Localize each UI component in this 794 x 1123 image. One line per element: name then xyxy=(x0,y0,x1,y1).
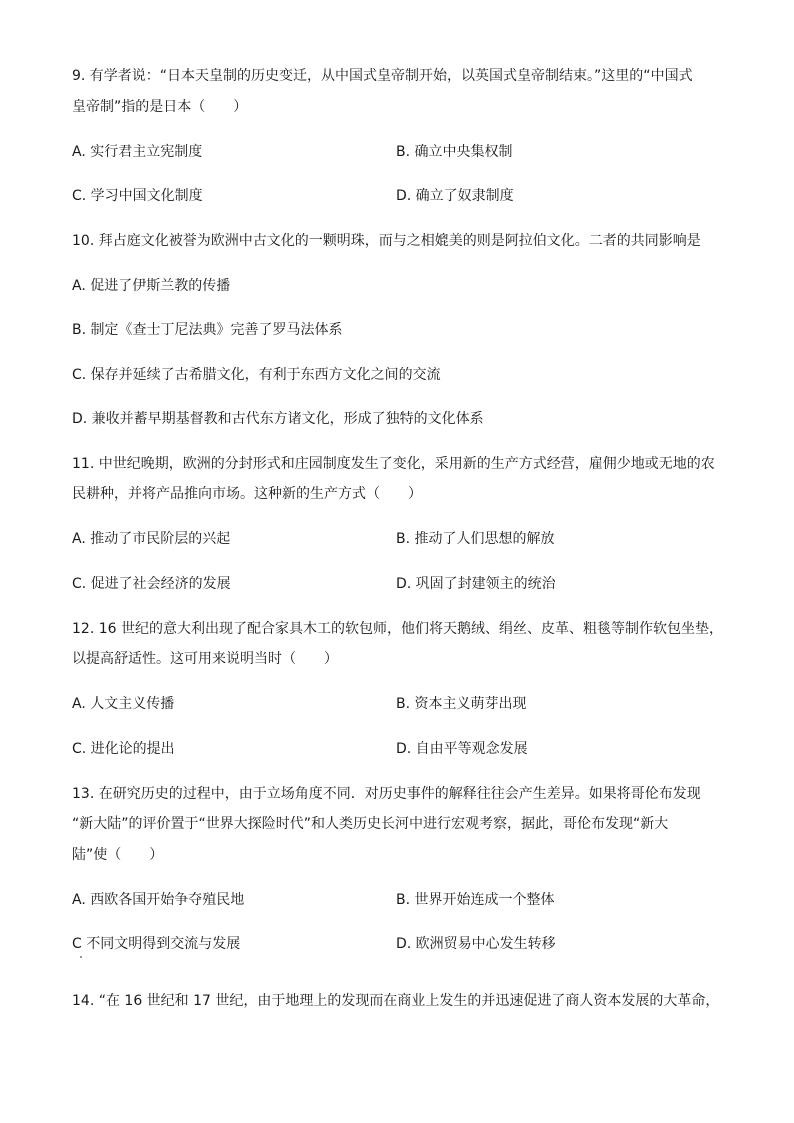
q9-option-c[interactable]: C. 学习中国文化制度 xyxy=(72,188,203,204)
q11-stem-line-2: 民耕种，并将产品推向市场。这种新的生产方式（ ） xyxy=(72,486,422,502)
q13-stem-line-1: 13. 在研究历史的过程中，由于立场角度不同．对历史事件的解释往往会产生差异。如果将哥伦布发现 xyxy=(72,786,701,802)
q14-stem-line-1: 14. “在 16 世纪和 17 世纪，由于地理上的发现而在商业上发生的并迅速促进了商人资本发展的大革命， xyxy=(72,993,720,1009)
q11-stem-line-1: 11. 中世纪晚期，欧洲的分封形式和庄园制度发生了变化，采用新的生产方式经营，雇佣少地或无地的农 xyxy=(72,456,715,472)
q11-option-c[interactable]: C. 促进了社会经济的发展 xyxy=(72,576,231,592)
q10-stem-line-1: 10. 拜占庭文化被誉为欧洲中古文化的一颗明珠，而与之相媲美的则是阿拉伯文化。二者的共同影响是 xyxy=(72,233,701,249)
q12-option-b[interactable]: B. 资本主义萌芽出现 xyxy=(396,696,527,712)
q10-option-b[interactable]: B. 制定《查士丁尼法典》完善了罗马法体系 xyxy=(72,322,343,338)
scan-speck xyxy=(80,956,82,958)
q9-stem-line-2: 皇帝制”指的是日本（ ） xyxy=(72,99,248,115)
q10-option-c[interactable]: C. 保存并延续了古希腊文化，有利于东西方文化之间的交流 xyxy=(72,367,441,383)
q11-option-d[interactable]: D. 巩固了封建领主的统治 xyxy=(396,576,556,592)
q12-option-a[interactable]: A. 人文主义传播 xyxy=(72,696,175,712)
q9-option-b[interactable]: B. 确立中央集权制 xyxy=(396,144,513,160)
q13-option-b[interactable]: B. 世界开始连成一个整体 xyxy=(396,892,555,908)
q13-stem-line-2: “新大陆”的评价置于“世界大探险时代”和人类历史长河中进行宏观考察，据此，哥伦布发现“新大 xyxy=(72,816,669,832)
q12-option-c[interactable]: C. 进化论的提出 xyxy=(72,741,175,757)
q9-stem-line-1: 9. 有学者说：“日本天皇制的历史变迁，从中国式皇帝制开始，以英国式皇帝制结束。”这里的“中国式 xyxy=(72,68,693,84)
q12-option-d[interactable]: D. 自由平等观念发展 xyxy=(396,741,528,757)
q13-option-c[interactable]: C 不同文明得到交流与发展 xyxy=(72,936,241,952)
q13-stem-line-3: 陆”使（ ） xyxy=(72,847,164,863)
q9-option-a[interactable]: A. 实行君主立宪制度 xyxy=(72,144,203,160)
q13-option-d[interactable]: D. 欧洲贸易中心发生转移 xyxy=(396,936,556,952)
q12-stem-line-1: 12. 16 世纪的意大利出现了配合家具木工的软包师，他们将天鹅绒、绢丝、皮革、粗毯等制作软包坐垫， xyxy=(72,621,723,637)
q12-stem-line-2: 以提高舒适性。这可用来说明当时（ ） xyxy=(72,651,338,667)
q11-option-a[interactable]: A. 推动了市民阶层的兴起 xyxy=(72,531,231,547)
q9-option-d[interactable]: D. 确立了奴隶制度 xyxy=(396,188,514,204)
q10-option-d[interactable]: D. 兼收并蓄早期基督教和古代东方诸文化，形成了独特的文化体系 xyxy=(72,411,484,427)
q10-option-a[interactable]: A. 促进了伊斯兰教的传播 xyxy=(72,278,231,294)
q13-option-a[interactable]: A. 西欧各国开始争夺殖民地 xyxy=(72,892,245,908)
q11-option-b[interactable]: B. 推动了人们思想的解放 xyxy=(396,531,555,547)
